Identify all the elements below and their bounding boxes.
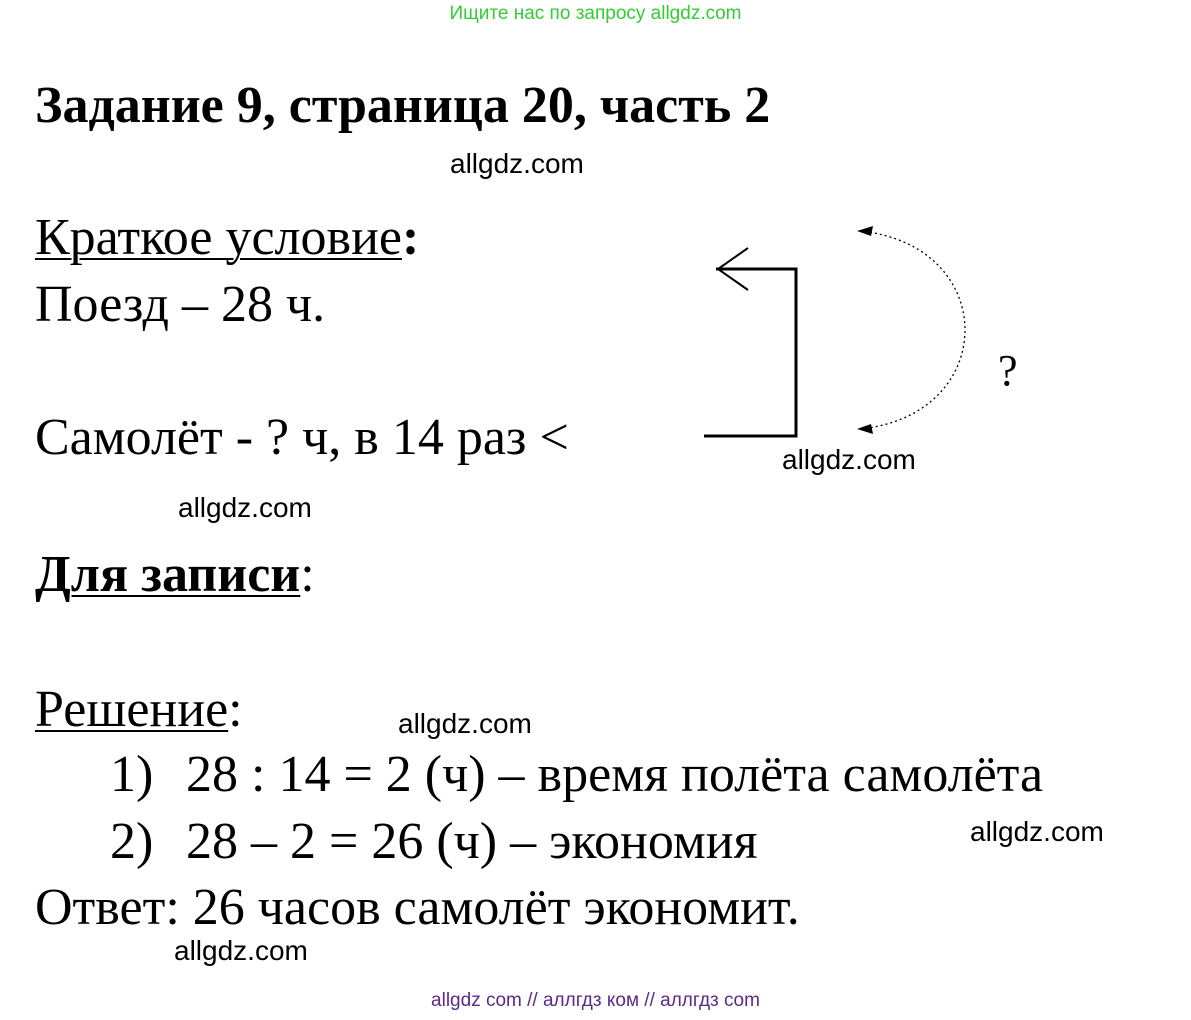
condition-plane: Самолёт - ? ч, в 14 раз <: [35, 409, 569, 466]
solution-step: [110, 745, 1043, 804]
record-heading: Для записи: [35, 546, 301, 603]
comparison-arc: [860, 231, 965, 429]
arc-arrowhead-top: [857, 226, 873, 236]
solution-step: [110, 812, 758, 871]
diagram-question-mark: ?: [998, 346, 1018, 395]
watermark: allgdz.com: [450, 148, 584, 179]
record-heading-colon: :: [300, 546, 315, 603]
solution-step-number: 1): [110, 746, 154, 803]
solution-heading-colon: :: [228, 681, 243, 738]
top-banner: Ищите нас по запросу allgdz.com: [449, 3, 742, 24]
solution-step-text: 28 : 14 = 2 (ч) – время полёта самолёта: [186, 746, 1044, 803]
condition-heading: Краткое условие: [35, 209, 402, 266]
arc-arrowhead-bottom: [857, 424, 873, 434]
solution-heading: Решение: [35, 681, 229, 738]
footer: allgdz com // аллгдз ком // аллгдз com: [431, 990, 760, 1011]
watermark: allgdz.com: [782, 444, 916, 475]
page-title: Задание 9, страница 20, часть 2: [35, 77, 771, 134]
solution-step-number: 2): [110, 813, 154, 870]
solution-step-text: 28 – 2 = 26 (ч) – экономия: [186, 813, 758, 870]
record-heading-line: [35, 545, 315, 604]
watermark: allgdz.com: [970, 816, 1104, 847]
condition-heading-colon: :: [401, 209, 420, 266]
condition-train: Поезд – 28 ч.: [35, 276, 326, 333]
bracket-line: [704, 269, 796, 436]
answer: Ответ: 26 часов самолёт экономит.: [35, 879, 800, 936]
watermark: allgdz.com: [398, 708, 532, 739]
watermark: allgdz.com: [178, 492, 312, 523]
solution-heading-line: [35, 680, 243, 739]
watermark: allgdz.com: [174, 935, 308, 966]
